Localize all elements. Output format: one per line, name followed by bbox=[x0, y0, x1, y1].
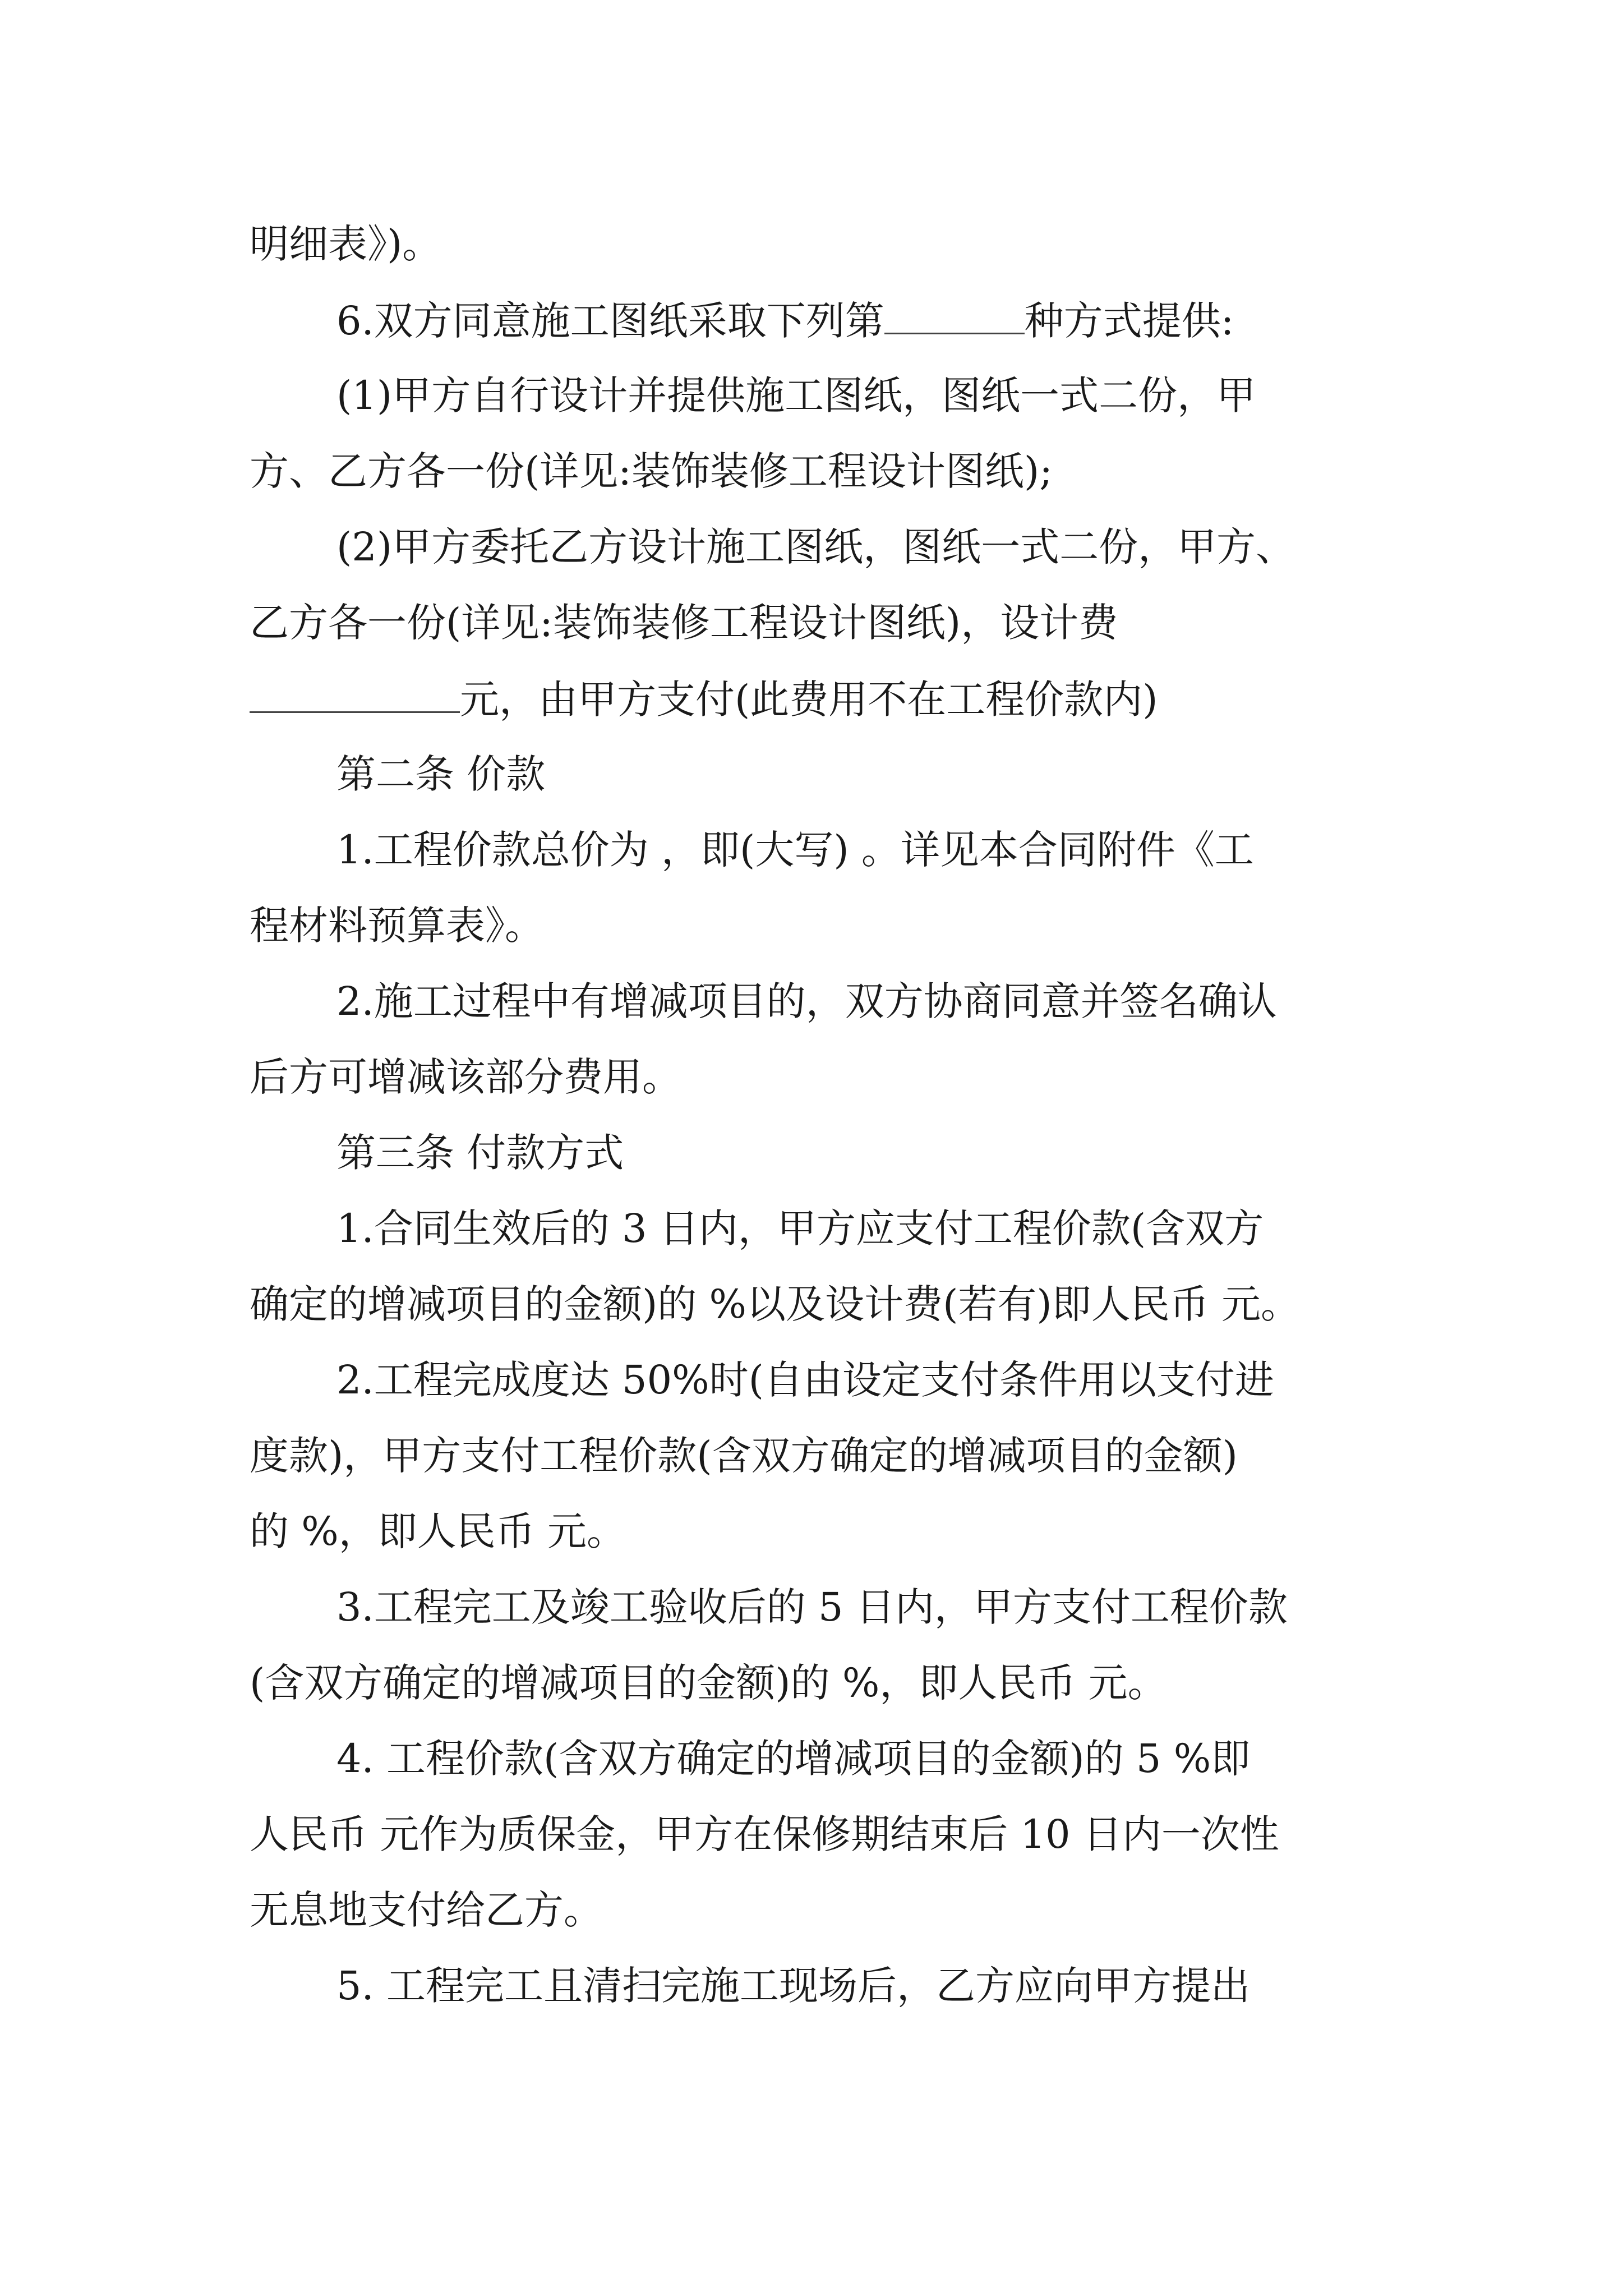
text-line: 度款)，甲方支付工程价款(含双方确定的增减项目的金额) bbox=[250, 1433, 1238, 1479]
text-line: 后方可增减该部分费用。 bbox=[250, 1054, 681, 1100]
text-line: 方、乙方各一份(详见:装饰装修工程设计图纸); bbox=[250, 448, 1053, 494]
text-line: 确定的增减项目的金额)的 %以及设计费(若有)即人民币 元。 bbox=[250, 1281, 1300, 1327]
text-line: 2.施工过程中有增减项目的，双方协商同意并签名确认 bbox=[336, 978, 1277, 1024]
text-line: 5. 工程完工且清扫完施工现场后，乙方应向甲方提出 bbox=[336, 1963, 1251, 2009]
text-line: 的 %，即人民币 元。 bbox=[250, 1508, 626, 1554]
text-segment: 元，由甲方支付(此费用不在工程价款内) bbox=[460, 677, 1158, 723]
section-heading: 第三条 付款方式 bbox=[336, 1130, 624, 1176]
text-segment: 6.双方同意施工图纸采取下列第 bbox=[336, 298, 884, 344]
section-heading: 第二条 价款 bbox=[336, 751, 546, 797]
text-line bbox=[336, 298, 1234, 344]
text-line: 1.工程价款总价为 ，即(大写) 。详见本合同附件《工 bbox=[336, 827, 1254, 873]
text-line bbox=[250, 677, 1158, 723]
text-line: 明细表》)。 bbox=[250, 221, 442, 267]
text-line: 4. 工程价款(含双方确定的增减项目的金额)的 5 %即 bbox=[336, 1736, 1251, 1782]
text-line: 无息地支付给乙方。 bbox=[250, 1887, 603, 1933]
text-line: 程材料预算表》。 bbox=[250, 903, 544, 949]
text-line: 3.工程完工及竣工验收后的 5 日内，甲方支付工程价款 bbox=[336, 1584, 1288, 1630]
text-line: 2.工程完成度达 50%时(自由设定支付条件用以支付进 bbox=[336, 1357, 1274, 1403]
text-line: 乙方各一份(详见:装饰装修工程设计图纸)，设计费 bbox=[250, 600, 1118, 646]
fill-in-blank bbox=[250, 679, 460, 713]
text-segment: 种方式提供: bbox=[1024, 298, 1234, 344]
text-line: (1)甲方自行设计并提供施工图纸，图纸一式二份，甲 bbox=[336, 372, 1256, 418]
text-line: 1.合同生效后的 3 日内，甲方应支付工程价款(含双方 bbox=[336, 1205, 1264, 1251]
text-line: (含双方确定的增减项目的金额)的 %，即人民币 元。 bbox=[250, 1660, 1167, 1706]
fill-in-blank bbox=[884, 300, 1025, 334]
text-line: 人民币 元作为质保金，甲方在保修期结束后 10 日内一次性 bbox=[250, 1811, 1279, 1857]
text-line: (2)甲方委托乙方设计施工图纸，图纸一式二份，甲方、 bbox=[336, 524, 1295, 570]
